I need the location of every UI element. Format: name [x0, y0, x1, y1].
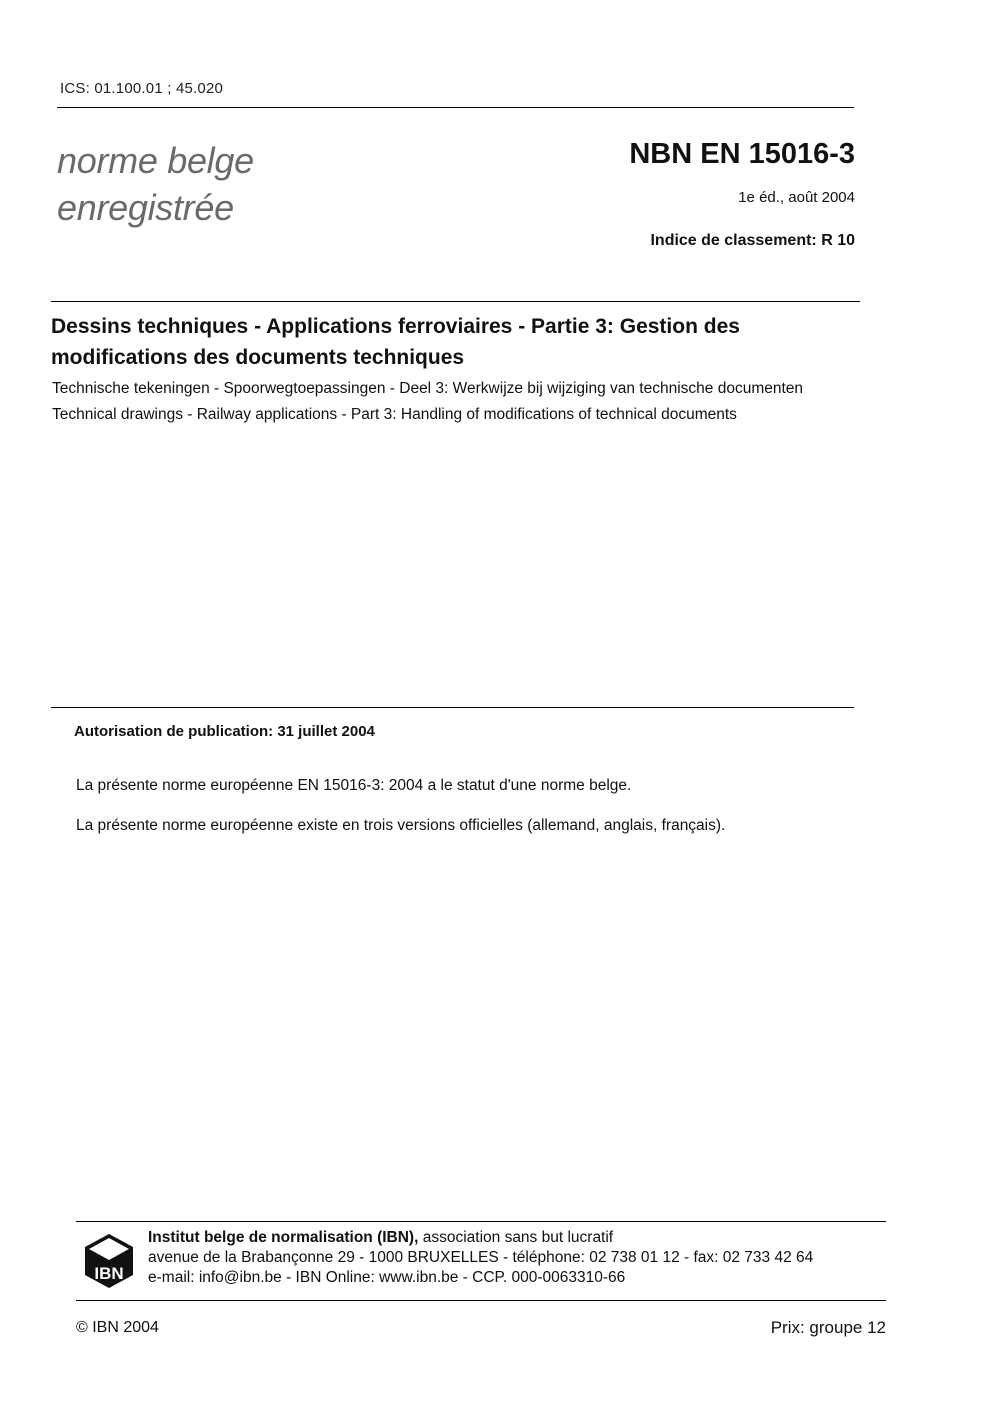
classification-index: Indice de classement: R 10: [650, 232, 855, 249]
norm-status-line-1: norme belge: [57, 140, 254, 181]
ibn-logo-icon: [84, 1233, 134, 1289]
ics-codes: ICS: 01.100.01 ; 45.020: [60, 80, 224, 97]
institute-heading: [148, 1228, 813, 1248]
ibn-logo-text: IBN: [94, 1264, 124, 1283]
header-divider: [57, 107, 854, 108]
institute-name: Institut belge de normalisation (IBN),: [148, 1229, 419, 1246]
institute-type: association sans but lucratif: [418, 1229, 614, 1246]
institute-contact: e-mail: info@ibn.be - IBN Online: www.ibn.be - CCP. 000-0063310-66: [148, 1269, 626, 1286]
institute-address: avenue de la Brabançonne 29 - 1000 BRUXELLES - téléphone: 02 738 01 12 - fax: 02 733 42 64: [148, 1249, 814, 1266]
footer-top-divider: [76, 1221, 886, 1222]
title-english: Technical drawings - Railway applications - Part 3: Handling of modifications of technical documents: [52, 406, 737, 423]
status-statement: La présente norme européenne EN 15016-3: 2004 a le statut d'une norme belge.: [76, 777, 632, 794]
copyright: © IBN 2004: [76, 1319, 159, 1336]
title-divider: [51, 301, 860, 302]
institute-info: [148, 1228, 813, 1288]
footer-bottom-divider: [76, 1300, 886, 1301]
ibn-logo: [84, 1233, 134, 1289]
versions-statement: La présente norme européenne existe en trois versions officielles (allemand, anglais, français).: [76, 817, 726, 834]
title-dutch: Technische tekeningen - Spoorwegtoepassingen - Deel 3: Werkwijze bij wijziging van technische documenten: [52, 380, 804, 397]
publication-divider: [51, 707, 854, 708]
edition-date: 1e éd., août 2004: [738, 189, 855, 206]
title-french: Dessins techniques - Applications ferroviaires - Partie 3: Gestion des modifications des documents techniques: [51, 315, 740, 369]
norm-status-line-2: enregistrée: [57, 187, 234, 228]
publication-authorisation: Autorisation de publication: 31 juillet 2004: [74, 723, 375, 740]
price-group: Prix: groupe 12: [770, 1318, 886, 1337]
standard-number: NBN EN 15016-3: [629, 138, 855, 170]
